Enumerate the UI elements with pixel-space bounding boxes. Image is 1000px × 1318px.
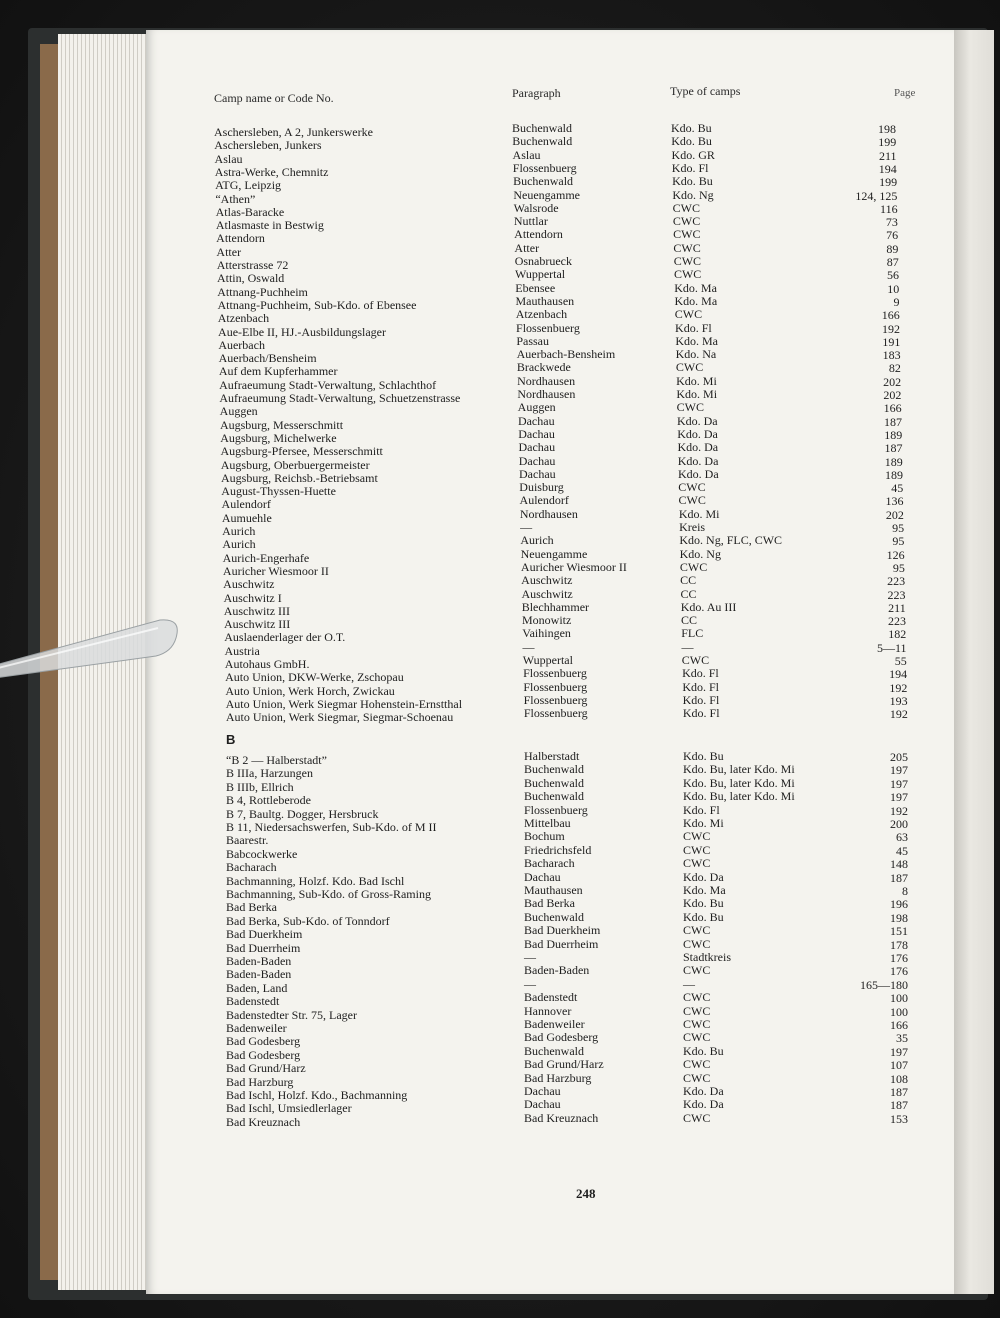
entry-type: Kdo. Mi	[683, 816, 724, 830]
entry-paragraph: Nuttlar	[513, 214, 548, 229]
entry-name: B IIIb, Ellrich	[226, 779, 294, 794]
entry-paragraph: Auerbach-Bensheim	[516, 347, 616, 362]
entry-page: 194	[878, 161, 897, 176]
entry-name: Auerbach/Bensheim	[218, 351, 317, 366]
entry-type: CWC	[683, 923, 711, 938]
entry-paragraph: Wuppertal	[514, 267, 566, 282]
entry-type: CWC	[681, 653, 710, 667]
entry-page: 198	[890, 910, 908, 925]
entry-name: Aurich-Engerhafe	[222, 550, 310, 565]
entry-page: 202	[883, 388, 902, 402]
entry-page: 166	[883, 401, 902, 416]
entry-name: B 11, Niedersachswerfen, Sub-Kdo. of M II	[226, 820, 437, 834]
entry-page: 197	[890, 790, 908, 805]
entry-type: Kdo. Ng, FLC, CWC	[679, 533, 783, 548]
entry-type: Kdo. Au III	[680, 599, 737, 614]
entry-page: 166	[890, 1018, 908, 1032]
entry-type: Kdo. Na	[675, 347, 717, 362]
entry-type: CWC	[683, 1030, 711, 1045]
entry-page: 199	[879, 175, 898, 190]
entry-paragraph: Auschwitz	[521, 573, 573, 588]
entry-paragraph: Walsrode	[513, 200, 559, 215]
entry-paragraph: Duisburg	[519, 480, 564, 495]
entry-paragraph: Buchenwald	[524, 775, 584, 790]
entry-page: 223	[887, 574, 906, 589]
entry-name: Bad Duerrheim	[226, 940, 301, 955]
entry-page: 183	[882, 348, 901, 363]
entry-paragraph: Hannover	[524, 1003, 572, 1018]
entry-page: 192	[882, 321, 901, 336]
entry-paragraph: Attendorn	[514, 227, 563, 242]
entry-paragraph: Buchenwald	[512, 134, 573, 149]
entry-paragraph: Nordhausen	[519, 506, 578, 521]
entry-name: Aslau	[214, 151, 243, 166]
entry-name: Aulendorf	[221, 497, 271, 512]
entry-type: CC	[680, 586, 697, 601]
entry-name: Bachmanning, Holzf. Kdo. Bad Ischl	[226, 873, 405, 888]
entry-paragraph: Flossenbuerg	[512, 160, 577, 175]
entry-name: Bachmanning, Sub-Kdo. of Gross-Raming	[226, 887, 431, 901]
entry-page: 223	[887, 587, 906, 602]
entry-page: 35	[896, 1031, 908, 1046]
entry-name: Augsburg, Oberbuergermeister	[220, 457, 370, 472]
entry-paragraph: —	[520, 520, 533, 534]
entry-type: Kdo. Bu	[672, 174, 713, 189]
entry-type: Kdo. Da	[683, 1084, 724, 1098]
entry-page: 166	[881, 308, 900, 323]
entry-type: Kdo. Fl	[671, 160, 709, 175]
entry-page: 45	[896, 843, 908, 858]
entry-type: CWC	[673, 240, 701, 255]
entry-name: Bacharach	[226, 860, 277, 875]
entry-name: Auto Union, Werk Horch, Zwickau	[225, 683, 395, 698]
entry-name: Astra-Werke, Chemnitz	[214, 164, 329, 179]
entry-type: —	[681, 639, 694, 654]
entry-page: 196	[890, 897, 908, 912]
entry-page: 176	[890, 964, 908, 979]
entry-name: Bad Duerkheim	[226, 927, 303, 942]
entry-paragraph: —	[522, 639, 535, 654]
entry-paragraph: Bacharach	[524, 856, 575, 871]
entry-page: 100	[890, 991, 908, 1006]
entry-type: CWC	[683, 829, 711, 844]
entry-paragraph: Flossenbuerg	[523, 666, 587, 681]
entry-type: Kdo. Mi	[676, 387, 718, 401]
entry-name: Aurich	[222, 537, 256, 552]
entry-paragraph: Flossenbuerg	[516, 320, 580, 335]
entry-paragraph: Buchenwald	[524, 789, 584, 804]
entry-type: CWC	[683, 842, 711, 857]
entry-type: Kdo. Fl	[682, 706, 720, 721]
entry-page: 192	[889, 707, 908, 722]
entry-name: ATG, Leipzig	[215, 178, 282, 193]
entry-paragraph: Bad Grund/Harz	[524, 1057, 604, 1072]
entry-page: 191	[882, 334, 901, 349]
entry-name: Attnang-Puchheim	[217, 284, 308, 299]
entry-name: Bad Ischl, Umsiedlerlager	[226, 1101, 352, 1116]
entry-type: CWC	[676, 400, 704, 415]
entry-paragraph: Buchenwald	[524, 1043, 584, 1058]
entry-page: 202	[883, 374, 902, 389]
entry-paragraph: Halberstadt	[524, 749, 580, 763]
entry-type: Kdo. Bu	[683, 749, 724, 763]
entry-paragraph: Neuengamme	[520, 546, 588, 561]
entry-name: Aschersleben, Junkers	[214, 138, 322, 153]
entry-type: FLC	[681, 626, 704, 641]
entry-name: Aufraeumung Stadt-Verwaltung, Schuetzenstrasse	[219, 391, 461, 405]
entry-name: Atlasmaste in Bestwig	[215, 218, 324, 233]
section-letter-b: B	[226, 732, 236, 747]
entry-name: Auf dem Kupferhammer	[218, 364, 338, 379]
entry-name: Baden-Baden	[226, 954, 292, 968]
entry-paragraph: Wuppertal	[522, 653, 573, 667]
entry-name: Atlas-Baracke	[215, 204, 285, 219]
entry-name: Baden, Land	[226, 980, 288, 995]
entry-name: Bad Harzburg	[226, 1074, 294, 1089]
entry-paragraph: Aurich	[520, 533, 554, 548]
entry-name: Auto Union, Werk Siegmar Hohenstein-Ernstthal	[225, 696, 463, 711]
entry-name: Attin, Oswald	[216, 271, 285, 286]
entry-type: CWC	[683, 1110, 711, 1125]
entry-paragraph: Bochum	[524, 829, 565, 844]
entry-name: Baarestr.	[226, 833, 269, 848]
entry-type: CWC	[672, 200, 700, 215]
entry-name: Atterstrasse 72	[216, 258, 289, 272]
entry-paragraph: Ebensee	[515, 280, 556, 295]
entry-type: Kdo. Bu	[683, 1043, 724, 1058]
entry-paragraph: Atzenbach	[515, 307, 568, 322]
entry-name: Augsburg, Messerschmitt	[219, 417, 344, 432]
entry-name: Aumuehle	[221, 510, 272, 525]
entry-page: 124, 125	[855, 188, 898, 203]
entry-page: 197	[890, 776, 908, 791]
entry-type: CWC	[675, 360, 704, 375]
entry-name: Attnang-Puchheim, Sub-Kdo. of Ebensee	[217, 297, 417, 312]
entry-page: 95	[892, 521, 905, 535]
entry-page: 211	[888, 600, 906, 615]
entry-type: —	[683, 976, 695, 991]
entry-paragraph: Osnabrueck	[514, 254, 572, 268]
entry-name: Badenstedt	[226, 994, 280, 1009]
entry-type: CWC	[678, 493, 706, 508]
entry-page: 89	[886, 241, 899, 256]
entry-name: Aufraeumung Stadt-Verwaltung, Schlachthof	[219, 377, 437, 392]
entry-page: 187	[890, 870, 908, 885]
entry-name: Augsburg, Michelwerke	[220, 430, 337, 445]
entry-page: 197	[890, 763, 908, 778]
entry-paragraph: Nordhausen	[517, 387, 576, 401]
entry-type: Kdo. Fl	[682, 692, 720, 707]
entry-paragraph: Bad Kreuznach	[524, 1110, 599, 1125]
entry-type: Kdo. Ma	[674, 280, 717, 295]
entry-page: 87	[886, 255, 899, 269]
page-marker-tab	[0, 600, 210, 680]
entry-paragraph: Mauthausen	[515, 293, 575, 308]
entry-name: Auggen	[219, 404, 258, 419]
entry-page: 199	[878, 135, 897, 150]
entry-type: CWC	[683, 856, 711, 871]
entry-name: Babcockwerke	[226, 846, 298, 861]
entry-type: CWC	[672, 214, 701, 229]
header-camp-name: Camp name or Code No.	[214, 91, 334, 105]
entry-page: 197	[890, 1044, 908, 1059]
entry-page: 45	[891, 481, 904, 496]
entry-type: CWC	[679, 559, 708, 574]
entry-page: 9	[893, 294, 900, 309]
entry-type: Kdo. Fl	[675, 320, 712, 335]
entry-name: Auslaenderlager der O.T.	[224, 630, 346, 645]
entry-page: 76	[886, 228, 899, 243]
entry-page: 182	[888, 627, 907, 642]
entry-name: Austria	[224, 643, 260, 658]
entry-name: Auerbach	[218, 337, 265, 352]
entry-paragraph: Badenstedt	[524, 990, 578, 1005]
entry-name: Atter	[216, 244, 242, 259]
entry-page: 198	[878, 122, 896, 136]
entry-name: B IIIa, Harzungen	[226, 766, 313, 781]
entry-paragraph: Vaihingen	[522, 626, 571, 641]
entry-paragraph: Bad Godesberg	[524, 1030, 599, 1045]
entry-type: Kdo. Mi	[678, 506, 720, 521]
entry-type: Kdo. Bu	[671, 121, 712, 135]
entry-type: Kdo. Ng	[672, 187, 714, 202]
entry-type: CWC	[683, 1057, 711, 1072]
entry-type: CWC	[673, 267, 702, 282]
entry-name: Baden-Baden	[226, 967, 292, 982]
entry-type: Kdo. Mi	[676, 373, 717, 388]
entry-page: 187	[890, 1085, 908, 1099]
entry-paragraph: Bad Harzburg	[524, 1070, 592, 1085]
entry-type: Kdo. Da	[677, 453, 719, 468]
entry-paragraph: Aslau	[512, 147, 541, 162]
entry-type: CWC	[683, 1017, 711, 1031]
entry-page: 189	[884, 454, 903, 469]
entry-name: Autohaus GmbH.	[224, 657, 310, 671]
entry-name: Bad Grund/Harz	[226, 1061, 306, 1076]
entry-paragraph: Dachau	[524, 869, 561, 884]
entry-paragraph: Dachau	[524, 1097, 561, 1112]
entry-paragraph: Brackwede	[516, 360, 571, 375]
entry-page: 211	[878, 148, 897, 163]
entry-paragraph: Dachau	[518, 440, 556, 455]
entry-paragraph: Bad Berka	[524, 896, 575, 911]
entry-paragraph: Flossenbuerg	[523, 692, 588, 707]
entry-name: B 4, Rottleberode	[226, 793, 311, 808]
entry-page: 223	[887, 614, 906, 629]
entry-type: CWC	[683, 990, 711, 1005]
entry-page: 187	[890, 1098, 908, 1113]
entry-page: 194	[889, 667, 908, 682]
entry-type: Kdo. Bu, later Kdo. Mi	[683, 762, 795, 777]
entry-paragraph: Mauthausen	[524, 883, 583, 897]
entry-page: 178	[890, 937, 908, 952]
entry-paragraph: Friedrichsfeld	[524, 842, 592, 857]
entry-paragraph: Passau	[516, 333, 549, 348]
entry-name: Auschwitz III	[223, 603, 291, 618]
entry-type: Kdo. Ng	[679, 546, 721, 561]
header-paragraph: Paragraph	[512, 86, 561, 100]
entry-type: CC	[680, 613, 697, 628]
entry-name: Bad Berka, Sub-Kdo. of Tonndorf	[226, 913, 390, 928]
entry-page: 73	[885, 215, 898, 230]
entry-type: Kdo. Da	[683, 1097, 724, 1112]
entry-name: Auschwitz III	[223, 617, 291, 632]
entry-type: Kdo. Bu, later Kdo. Mi	[683, 789, 795, 804]
entry-name: “Athen”	[215, 191, 256, 206]
entry-type: Kdo. Bu	[671, 134, 712, 149]
entry-paragraph: Buchenwald	[524, 909, 584, 924]
entry-name: Auschwitz I	[223, 590, 282, 605]
entry-type: Kdo. Da	[677, 426, 718, 441]
page-number: 248	[576, 1186, 596, 1201]
entry-name: Aue-Elbe II, HJ.-Ausbildungslager	[218, 324, 387, 339]
entry-paragraph: Dachau	[517, 413, 555, 428]
entry-paragraph: Aulendorf	[519, 493, 569, 508]
entry-page: 192	[889, 680, 908, 695]
entry-name: Auschwitz	[223, 577, 275, 592]
entry-page: 205	[890, 750, 908, 764]
entry-name: Aschersleben, A 2, Junkerswerke	[214, 125, 373, 139]
entry-paragraph: Nordhausen	[517, 373, 576, 388]
entry-type: CWC	[683, 1070, 711, 1085]
entry-page: 193	[889, 693, 908, 708]
entry-name: August-Thyssen-Huette	[221, 484, 336, 499]
entry-name: Bad Godesberg	[226, 1034, 301, 1049]
entry-type: Kdo. Bu, later Kdo. Mi	[683, 775, 795, 790]
entry-page: 95	[892, 560, 905, 575]
entry-paragraph: —	[524, 976, 536, 991]
entry-page: 107	[890, 1058, 908, 1073]
header-type: Type of camps	[670, 84, 741, 98]
entry-type: Kdo. Ma	[683, 883, 726, 897]
entry-name: Atzenbach	[217, 311, 270, 326]
entry-type: Kreis	[679, 520, 706, 534]
entry-paragraph: Baden-Baden	[524, 963, 590, 978]
entry-page: 56	[886, 268, 899, 283]
header-page: Page	[894, 87, 916, 99]
entry-paragraph: Blechhammer	[521, 599, 590, 614]
entry-paragraph: Neuengamme	[513, 187, 580, 202]
entry-paragraph: Buchenwald	[513, 174, 574, 189]
entry-paragraph: Auricher Wiesmoor II	[520, 559, 627, 574]
entry-page: 151	[890, 924, 908, 939]
entry-page: 176	[890, 951, 908, 965]
entry-paragraph: —	[524, 950, 536, 964]
entry-type: Kdo. Bu	[683, 896, 724, 911]
entry-paragraph: Badenweiler	[524, 1017, 585, 1031]
entry-page: 82	[888, 361, 901, 376]
entry-page: 5—11	[876, 640, 907, 655]
entry-name: Badenstedter Str. 75, Lager	[226, 1007, 357, 1022]
entry-paragraph: Dachau	[524, 1084, 561, 1098]
entry-page: 136	[885, 494, 904, 509]
entry-page: 126	[886, 547, 905, 562]
entry-page: 100	[890, 1004, 908, 1019]
entry-name: B 7, Baultg. Dogger, Hersbruck	[226, 806, 379, 821]
entry-paragraph: Dachau	[518, 426, 555, 441]
entry-name: “B 2 — Halberstadt”	[226, 753, 327, 767]
entry-type: Kdo. Ma	[675, 333, 718, 348]
entry-page: 148	[890, 857, 908, 872]
entry-page: 95	[892, 534, 905, 549]
entry-name: Bad Berka	[226, 900, 277, 915]
entry-page: 192	[890, 803, 908, 818]
entry-paragraph: Dachau	[519, 466, 556, 481]
entry-name: Bad Ischl, Holzf. Kdo., Bachmanning	[226, 1088, 408, 1102]
entry-page: 187	[884, 441, 903, 456]
entry-paragraph: Dachau	[518, 453, 556, 468]
entry-name: Auricher Wiesmoor II	[222, 563, 329, 578]
entry-type: Kdo. Fl	[683, 802, 720, 817]
entry-paragraph: Atter	[514, 240, 540, 255]
entry-paragraph: Bad Duerkheim	[524, 923, 601, 938]
entry-page: 202	[885, 507, 904, 522]
entry-page: 153	[890, 1111, 908, 1126]
entry-type: Kdo. Da	[677, 440, 719, 455]
entry-page: 189	[885, 467, 904, 482]
entry-page: 8	[902, 884, 908, 898]
entry-type: CWC	[683, 1003, 711, 1018]
entry-paragraph: Buchenwald	[524, 762, 584, 777]
entry-name: Aurich	[222, 524, 256, 538]
entry-name: Auto Union, Werk Siegmar, Siegmar-Schoenau	[225, 710, 454, 725]
entry-type: CWC	[674, 307, 703, 322]
entry-type: Kdo. GR	[671, 147, 715, 162]
entry-paragraph: Buchenwald	[512, 121, 572, 135]
entry-name: Badenweiler	[226, 1021, 287, 1035]
entry-paragraph: Flossenbuerg	[523, 679, 588, 694]
entry-type: Kdo. Fl	[682, 679, 720, 694]
entry-paragraph: Mittelbau	[524, 816, 571, 830]
entry-page: 55	[894, 654, 907, 668]
entry-type: CC	[680, 573, 697, 588]
entry-paragraph: Flossenbuerg	[523, 706, 588, 721]
entry-type: Kdo. Ma	[674, 293, 718, 308]
entry-paragraph: Flossenbuerg	[524, 802, 588, 817]
entry-name: Attendorn	[216, 231, 265, 246]
entry-page: 189	[884, 427, 903, 442]
entry-page: 200	[890, 817, 908, 831]
entry-type: CWC	[683, 936, 711, 951]
entry-paragraph: Auschwitz	[521, 586, 573, 601]
entry-type: Kdo. Fl	[682, 666, 719, 681]
entry-page: 116	[880, 201, 898, 216]
entry-type: CWC	[673, 254, 702, 268]
entry-paragraph: Monowitz	[521, 613, 572, 628]
entry-page: 165—180	[860, 977, 908, 992]
entry-page: 10	[887, 281, 900, 296]
entry-name: Augsburg-Pfersee, Messerschmitt	[220, 444, 383, 459]
entry-type: Stadtkreis	[683, 950, 731, 964]
entry-name: Bad Godesberg	[226, 1047, 301, 1062]
entry-paragraph: Bad Duerrheim	[524, 936, 599, 951]
entry-page: 108	[890, 1071, 908, 1086]
entry-paragraph: Auggen	[517, 400, 556, 415]
entry-type: CWC	[678, 480, 706, 495]
entry-name: Augsburg, Reichsb.-Betriebsamt	[221, 470, 378, 485]
entry-page: 63	[896, 830, 908, 845]
entry-type: Kdo. Da	[683, 869, 724, 884]
entry-type: CWC	[683, 963, 711, 978]
entry-name: Bad Kreuznach	[226, 1114, 301, 1129]
entry-type: Kdo. Da	[678, 466, 719, 481]
entry-name: Auto Union, DKW-Werke, Zschopau	[225, 670, 404, 685]
entry-type: CWC	[673, 227, 701, 242]
entry-page: 187	[883, 414, 902, 429]
entry-type: Kdo. Da	[676, 413, 718, 428]
entry-type: Kdo. Bu	[683, 909, 724, 924]
